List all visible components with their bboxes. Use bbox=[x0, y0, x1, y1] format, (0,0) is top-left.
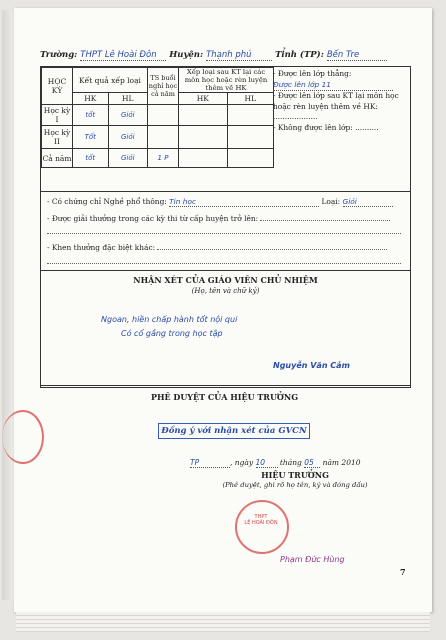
principal-section-title: PHÊ DUYỆT CỦA HIỆU TRƯỞNG bbox=[150, 392, 299, 402]
province-label: Tỉnh (TP): bbox=[275, 50, 324, 60]
special-line bbox=[47, 241, 403, 252]
divider bbox=[41, 270, 410, 271]
row-absent bbox=[148, 105, 179, 126]
awards-blank bbox=[260, 212, 390, 221]
grade-label: Loại: bbox=[321, 197, 341, 206]
awards-blank-line bbox=[47, 225, 403, 236]
date-year: năm 2010 bbox=[322, 458, 361, 467]
principal-role-note: (Phê duyệt, ghi rõ họ tên, ký và đóng dấu) bbox=[222, 481, 368, 489]
row-absent: 1 P bbox=[148, 149, 179, 168]
date-day-label: , ngày bbox=[230, 458, 254, 467]
date-place: TP bbox=[190, 458, 230, 468]
row-retest-hk bbox=[179, 105, 228, 126]
promotion-notes bbox=[273, 69, 407, 134]
teacher-comment-2: Có cố gắng trong học tập bbox=[121, 329, 223, 338]
awards-line bbox=[47, 212, 403, 223]
teacher-comment-1: Ngoan, hiền chấp hành tốt nội qui bbox=[101, 315, 238, 324]
row-hl: Giỏi bbox=[108, 105, 147, 126]
grade-value: Giỏi bbox=[343, 197, 393, 207]
table-row bbox=[42, 105, 274, 126]
page-number: 7 bbox=[400, 567, 406, 577]
awards-blank-2 bbox=[47, 225, 401, 234]
school-seal bbox=[235, 500, 289, 554]
col-result-header: Kết quả xếp loại bbox=[73, 68, 148, 93]
seal-icon: THPT LÊ HOÀI ĐÔN bbox=[244, 514, 278, 526]
record-box bbox=[40, 66, 411, 388]
vocational-label: - Có chứng chỉ Nghề phổ thông: bbox=[47, 197, 167, 206]
special-blank bbox=[157, 241, 387, 250]
school-header bbox=[40, 50, 410, 61]
promoted-value: Được lên lớp 11 bbox=[273, 80, 393, 92]
col-term-header: HỌC KỲ bbox=[42, 68, 73, 105]
row-retest-hl bbox=[227, 126, 273, 149]
school-label: Trường: bbox=[40, 50, 78, 60]
vocational-line bbox=[47, 197, 403, 207]
promoted-label: - Được lên lớp thẳng: bbox=[273, 69, 352, 78]
awards-label: - Được giải thưởng trong các kỳ thi từ cấp huyện trở lên: bbox=[47, 214, 259, 223]
row-retest-hk bbox=[179, 149, 228, 168]
not-promoted: - Không được lên lớp: .......... bbox=[273, 122, 379, 132]
date-month: 05 bbox=[304, 458, 320, 468]
teacher-section-title: NHẬN XÉT CỦA GIÁO VIÊN CHỦ NHIỆM bbox=[133, 275, 318, 285]
sub-hl: HL bbox=[108, 93, 147, 105]
date-line bbox=[190, 458, 361, 468]
teacher-signature: Nguyễn Văn Cảm bbox=[273, 361, 350, 370]
teacher-section-subtitle: (Họ, tên và chữ ký) bbox=[191, 287, 260, 295]
page-edge-left bbox=[2, 10, 14, 600]
retest-hl: HL bbox=[227, 93, 273, 105]
row-retest-hl bbox=[227, 105, 273, 126]
margin-seal bbox=[2, 410, 44, 464]
col-retest-header: Xếp loại sau KT lại các môn học hoặc rèn luyện thêm về HK bbox=[179, 68, 274, 93]
special-label: - Khen thưởng đặc biệt khác: bbox=[47, 243, 156, 252]
row-retest-hk bbox=[179, 126, 228, 149]
row-hk: tốt bbox=[73, 149, 109, 168]
row-hl: Giỏi bbox=[108, 126, 147, 149]
school-value: THPT Lê Hoài Đôn bbox=[80, 50, 166, 61]
date-day: 10 bbox=[256, 458, 278, 468]
row-term: Cả năm bbox=[42, 149, 73, 168]
row-term: Học kỳ II bbox=[42, 126, 73, 149]
special-blank-line bbox=[47, 255, 403, 266]
page-stack-bottom bbox=[16, 612, 430, 632]
special-blank-2 bbox=[47, 255, 401, 264]
grades-table bbox=[41, 67, 274, 168]
promoted-after-retest: - Được lên lớp sau KT lại môn học hoặc rèn luyện thêm về HK: ................... bbox=[273, 91, 399, 122]
date-month-label: tháng bbox=[279, 458, 302, 467]
row-term: Học kỳ I bbox=[42, 105, 73, 126]
table-row bbox=[42, 126, 274, 149]
principal-signature: Phạm Đức Hùng bbox=[280, 555, 345, 564]
principal-role: HIỆU TRƯỞNG bbox=[261, 470, 329, 480]
row-hk: tốt bbox=[73, 105, 109, 126]
vocational-value: Tin học bbox=[169, 197, 319, 207]
approval-stamp: Đồng ý với nhận xét của GVCN bbox=[158, 423, 310, 439]
district-value: Thạnh phú bbox=[206, 50, 272, 61]
row-absent bbox=[148, 126, 179, 149]
divider bbox=[41, 385, 410, 386]
row-retest-hl bbox=[227, 149, 273, 168]
divider bbox=[41, 191, 410, 192]
row-hl: Giỏi bbox=[108, 149, 147, 168]
province-value: Bến Tre bbox=[327, 50, 387, 61]
col-absent-header: TS buổi nghỉ học cả năm bbox=[148, 68, 179, 105]
row-hk: Tốt bbox=[73, 126, 109, 149]
sub-hk: HK bbox=[73, 93, 109, 105]
table-row bbox=[42, 149, 274, 168]
retest-hk: HK bbox=[179, 93, 228, 105]
district-label: Huyện: bbox=[169, 50, 204, 60]
